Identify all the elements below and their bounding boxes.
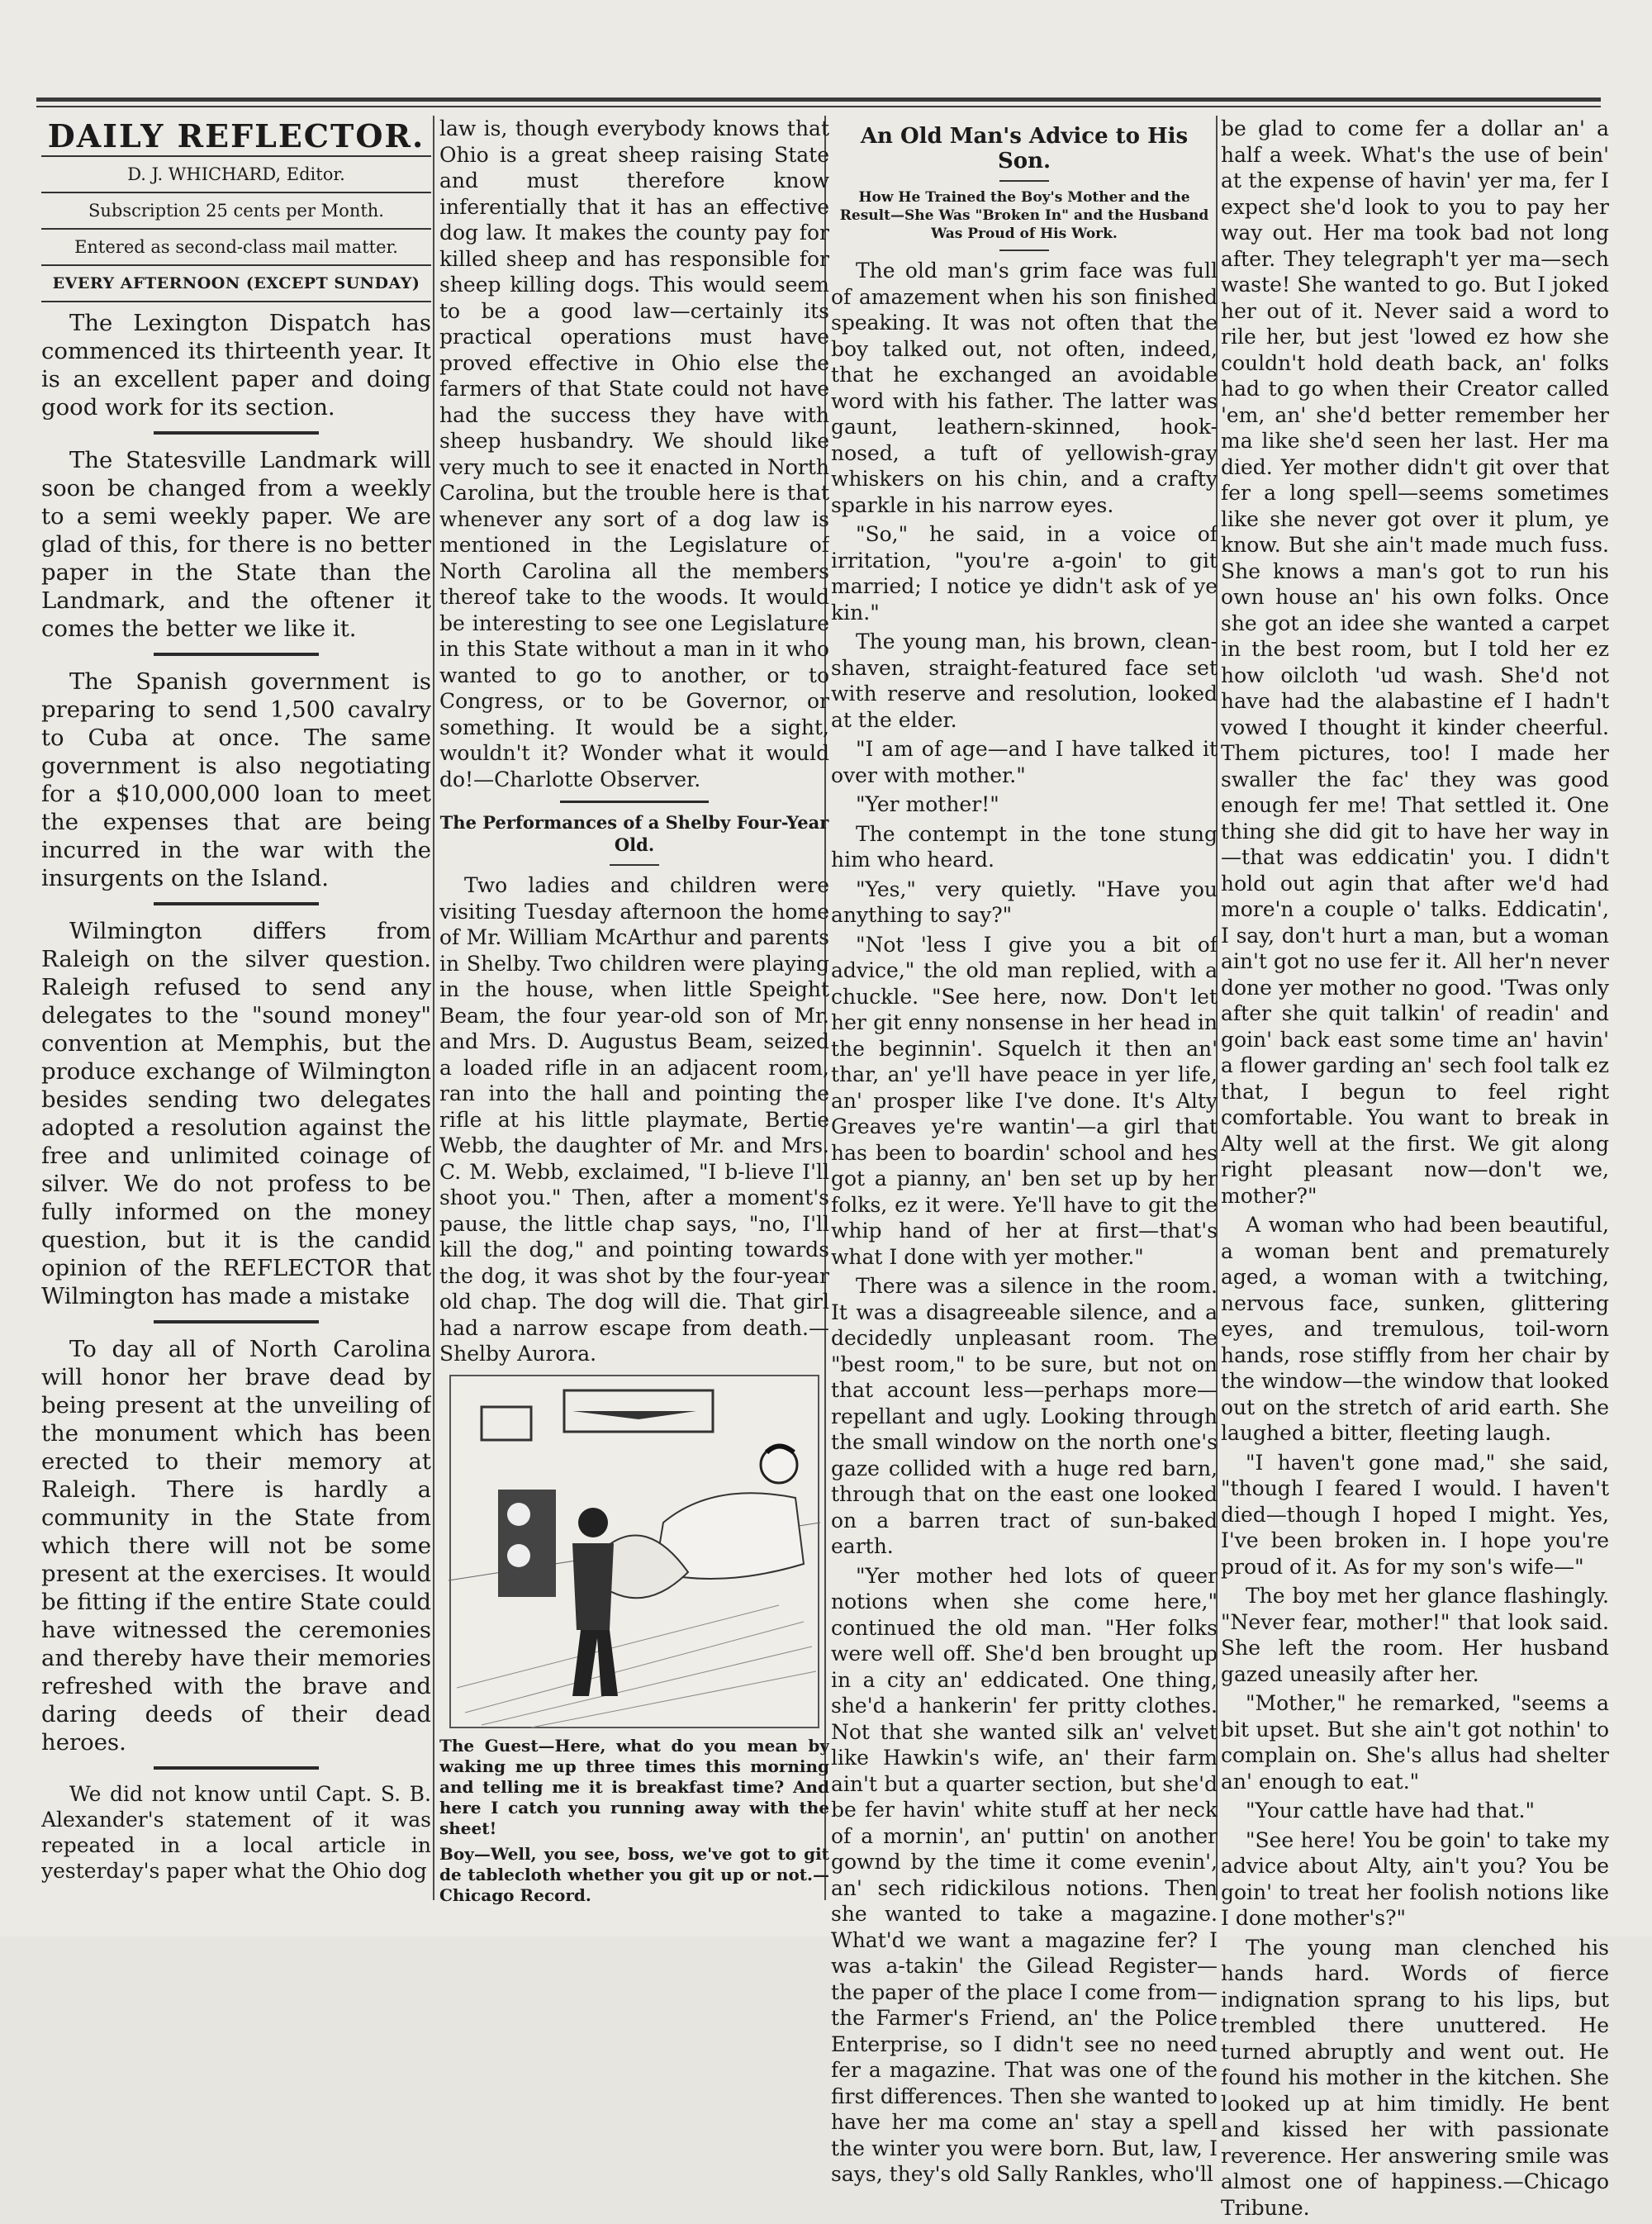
section-divider (154, 431, 319, 435)
article-paragraph: "See here! You be goin' to take my advice about Alty, ain't you? You be goin' to treat her foolish notions like I done mother's?" (1221, 1827, 1609, 1930)
masthead-schedule: EVERY AFTERNOON (EXCEPT SUNDAY) (41, 264, 431, 302)
article-paragraph: The young man, his brown, clean-shaven, straight-featured face set with reserve and resolution, looked at the elder. (831, 630, 1218, 732)
section-divider (154, 1766, 319, 1770)
article-paragraph: "Your cattle have had that." (1246, 1799, 1535, 1822)
article-headline: The Performances of a Shelby Four-Year Old. (439, 812, 829, 855)
headline-rule (610, 864, 659, 866)
article-paragraph: "Mother," he remarked, "seems a bit upset. But she ain't got nothin' to complain on. She's allus had shelter an' enough to eat." (1221, 1691, 1609, 1794)
article-paragraph: "I am of age—and I have talked it over with mother." (831, 737, 1218, 787)
article-paragraph: "So," he said, in a voice of irritation, "you're a-goin' to git married; I notice ye didn't ask of ye kin." (831, 522, 1218, 625)
headline-rule (999, 180, 1049, 182)
article-paragraph: be glad to come fer a dollar an' a half a week. What's the use of bein' at the expense of havin' yer ma, fer I expect she'd look to you to pay her way out. Her ma took bad not long after. They telegraph't yer ma—sech waste! She wanted to go. But I joked her out of it. Never said a word to rile her, but jest 'lowed ez how she couldn't hold death back, an' folks had to go when their Creator called 'em, an' she'd better remember her ma like she'd seen her last. Her ma died. Yer mother didn't git over that fer a long spell—seems sometimes like she never got over it plum, ye know. But she ain't made much fuss. She knows a man's got to run his own house an' his own folks. Once she got an idee she wanted a carpet in the best room, but I told her ez how oilcloth 'ud wash. She'd not have had the alabastine ef I hadn't vowed I thought it kinder cheerful. Them pictures, too! I made her swaller the fac' they was good enough fer me! That settled it. One thing she did git to have her way in—that was eddicatin' you. I didn't hold out agin that after we'd had more'n a couple o' talks. Eddicatin', I say, don't hurt a man, but a woman ain't got no use fer it. All her'n never done yer mother no good. 'Twas only after she quit talkin' of readin' and goin' back east some time an' havin' a flower garding an' sech fool talk ez that, I begun to feel right comfortable. You want to break in Alty well at the first. We git along right pleasant now—don't we, mother?" (1221, 116, 1609, 1208)
top-rule-thin (36, 106, 1601, 107)
article-paragraph: The old man's grim face was full of amazement when his son finished speaking. It was not often that the boy talked out, not often, indeed, that he exchanged an avoidable word with his father. The latter was gaunt, leathern-skinned, hook-nosed, a tuft of yellowish-gray whiskers on his chin, and a crafty sparkle in his narrow eyes. (831, 259, 1218, 517)
section-divider (560, 801, 709, 803)
article-paragraph: A woman who had been beautiful, a woman bent and prematurely aged, a woman with a twitching, nervous face, sunken, glittering eyes, and tremulous, toil-worn hands, rose stiffly from her chair by the window—the window that looked out on the stretch of arid earth. She laughed a bitter, fleeting laugh. (1221, 1213, 1609, 1445)
article-paragraph: "Yer mother!" (856, 792, 999, 816)
masthead-subscription: Subscription 25 cents per Month. (41, 192, 431, 228)
article-paragraph: "I haven't gone mad," she said, "though I feared I would. I haven't died—though I hoped I might. Yes, I've been broken in. I hope you're proud of it. As for my son's wife—" (1221, 1450, 1609, 1579)
article-paragraph: The boy met her glance flashingly. "Never fear, mother!" that look said. She left the room. Her husband gazed uneasily after her. (1221, 1584, 1609, 1686)
section-divider (154, 902, 319, 905)
column-separator (433, 116, 434, 1900)
article-paragraph: The contempt in the tone stung him who heard. (831, 821, 1218, 872)
masthead-editor: D. J. WHICHARD, Editor. (41, 155, 431, 192)
article-paragraph: The Lexington Dispatch has commenced its thirteenth year. It is an excellent paper and doing good work for its section. (41, 310, 431, 421)
article-paragraph: Two ladies and children were visiting Tuesday afternoon the home of Mr. William McArthur and parents in Shelby. Two children were playing in the house, when little Speight Beam, the four year-old son of Mr. and Mrs. D. Augustus Beam, seized a loaded rifle in an adjacent room, ran into the hall and pointing the rifle at his little playmate, Bertie Webb, the daughter of Mr. and Mrs. C. M. Webb, exclaimed, "I b-lieve I'll shoot you." Then, after a moment's pause, the little chap says, "no, I'll kill the dog," and pointing towards the dog, it was shot by the four-year old chap. The dog will die. That girl had a narrow escape from death.—Shelby Aurora. (439, 873, 829, 1366)
masthead-title: DAILY REFLECTOR. (47, 117, 425, 154)
article-paragraph: To day all of North Carolina will honor her brave dead by being present at the unveiling of the monument which has been erected to their memory at Raleigh. There is hardly a community in the State from which there will not be some present at the exercises. It would be fitting if the entire State could have witnessed the ceremonies and thereby have their memories refreshed with the brave and daring deeds of their dead heroes. (41, 1336, 431, 1756)
article-subheadline: How He Trained the Boy's Mother and the Result—She Was "Broken In" and the Husband Was Proud of His Work. (839, 189, 1209, 242)
article-paragraph: The Spanish government is preparing to send 1,500 cavalry to Cuba at once. The same government is also negotiating for a $10,000,000 loan to meet the expenses that are being incurred in the war with the insurgents on the Island. (41, 668, 431, 891)
cartoon-caption: The Guest—Here, what do you mean by waking me up three times this morning and telling me it is breakfast time? And here I catch you running away with the sheet! (439, 1735, 829, 1838)
article-paragraph: We did not know until Capt. S. B. Alexander's statement of it was repeated in a local article in yesterday's paper what the Ohio dog (41, 1782, 431, 1883)
article-paragraph: law is, though everybody knows that Ohio is a great sheep raising State and must therefore know inferentially that it has an effective dog law. It makes the county pay for killed sheep and has responsible for sheep killing dogs. This would seem to be a good law—certainly its practical operations must have proved effective in Ohio else the farmers of that State could not have had the success they have with sheep husbandry. We should like very much to see it enacted in North Carolina, but the trouble here is that whenever any sort of a dog law is mentioned in the Legislature of North Carolina all the members thereof take to the woods. It would be interesting to see one Legislature in this State without a man in it who wanted to go to another, or to Congress, or to be Governor, or something. It would be a sight, wouldn't it? Wonder what it would do!—Charlotte Observer. (439, 116, 829, 791)
headline-rule (999, 249, 1049, 251)
section-divider (154, 1320, 319, 1323)
article-paragraph: The young man clenched his hands hard. Words of fierce indignation sprang to his lips, but trembled there unuttered. He turned abruptly and went out. He found his mother in the kitchen. She looked up at him timidly. He bent and kissed her with passionate reverence. Her answering smile was almost one of happiness.—Chicago Tribune. (1221, 1935, 1609, 2220)
masthead-entered: Entered as second-class mail matter. (41, 228, 431, 264)
article-paragraph: "Not 'less I give you a bit of advice," the old man replied, with a chuckle. "See here, now. Don't let her git enny nonsense in her head in the beginnin'. Squelch it then an' thar, an' ye'll have peace in yer life, an' prosper like I've done. It's Alty Greaves ye're wantin'—a girl that has been to boardin' school and hes got a pianny, an' ben set up by her folks, ez it were. Ye'll have to git the whip hand of her at first—that's what I done with yer mother." (831, 932, 1218, 1269)
column-2 (439, 116, 829, 1911)
article-paragraph: There was a silence in the room. It was a disagreeable silence, and a decidedly unpleasant room. The "best room," to be sure, but not on that account less—perhaps more—repellant and ugly. Looking through the small window on the north one's gaze collided with a huge red barn, through that on the east one looked on a barren tract of sun-baked earth. (831, 1274, 1218, 1558)
article-paragraph: Wilmington differs from Raleigh on the silver question. Raleigh refused to send any delegates to the "sound money" convention at Memphis, but the produce exchange of Wilmington besides sending two delegates adopted a resolution against the free and unlimited coinage of silver. We do not profess to be fully informed on the money question, but it is the candid opinion of the REFLECTOR that Wilmington has made a mistake (41, 918, 431, 1309)
section-divider (154, 653, 319, 656)
top-rule (36, 97, 1601, 102)
column-3 (831, 116, 1218, 2191)
article-paragraph: "Yes," very quietly. "Have you anything to say?" (831, 877, 1218, 927)
cartoon-caption-reply: Boy—Well, you see, boss, we've got to git de tablecloth whether you git up or not.—Chicago Record. (439, 1843, 829, 1905)
cartoon-illustration (449, 1374, 820, 1729)
article-paragraph: "Yer mother hed lots of queer notions when she come here," continued the old man. "Her folks were well off. She'd ben brought up in a city an' eddicated. One thing, she'd a hankerin' fer pritty clothes. Not that she wanted silk an' velvet like Hawkin's wife, an' their farm ain't but a quarter section, but she'd be fer havin' white stuff at her neck of a mornin', an' puttin' on another gownd by the time it come evenin', an' sech ridickilous notions. Then she wanted to take a magazine. What'd we want a magazine fer? I was a-takin' the Gilead Register—the paper of the place I come from—the Farmer's Friend, an' the Police Enterprise, so I didn't see no need fer a magazine. That was one of the first differences. Then she wanted to have her ma come an' stay a spell the winter you were born. But, law, I says, they's old Sally Rankles, who'll (831, 1563, 1218, 2186)
column-4 (1221, 116, 1609, 2224)
article-paragraph: The Statesville Landmark will soon be changed from a weekly to a semi weekly paper. We are glad of this, for there is no better paper in the State than the Landmark, and the oftener it comes the better we like it. (41, 447, 431, 642)
column-1 (41, 116, 431, 1887)
article-headline: An Old Man's Advice to His Son. (860, 124, 1189, 173)
